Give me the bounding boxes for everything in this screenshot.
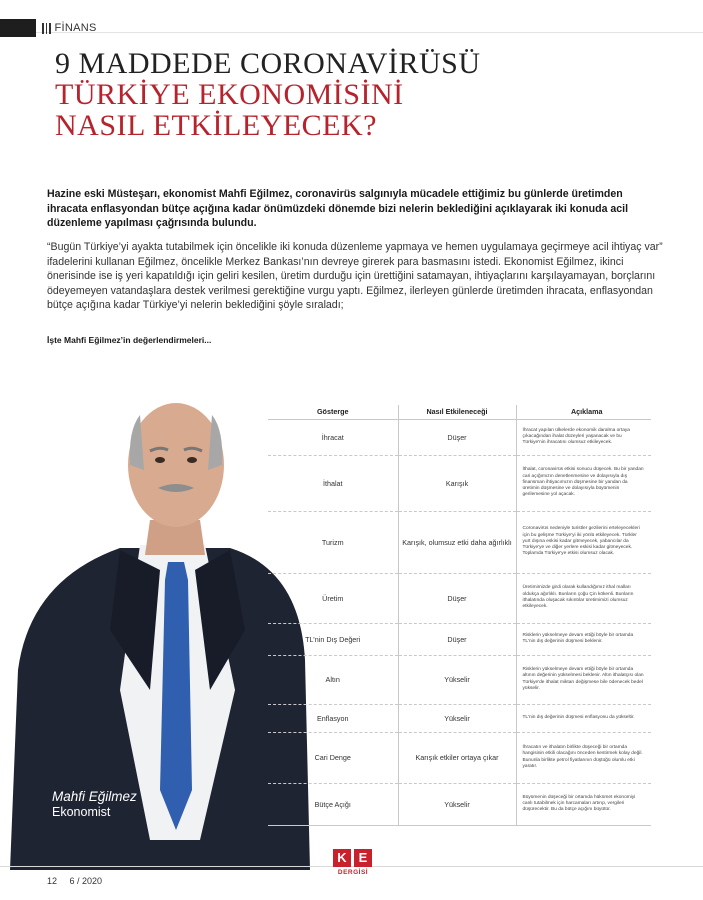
table-row bbox=[268, 623, 651, 655]
section-label: FİNANS bbox=[54, 22, 97, 34]
indicator-cell: Bütçe Açığı bbox=[268, 783, 398, 825]
indicator-cell: Üretim bbox=[268, 573, 398, 623]
table-row bbox=[268, 783, 651, 825]
indicator-table bbox=[268, 405, 651, 826]
lead-paragraph: Hazine eski Müsteşarı, ekonomist Mahfi Eğilmez, coronavirüs salgınıyla mücadele ettiğimiz bu günlerde üretimden ihracata enflasyondan bütçe açığına kadar önümüzdeki dönemde bizi nelerin beklediğini açıklayarak iki konuda acil düzenleme yapılması çağrısında bulundu. bbox=[47, 188, 629, 229]
effect-cell: Düşer bbox=[398, 419, 516, 455]
section-bar bbox=[0, 19, 36, 37]
indicator-cell: Turizm bbox=[268, 511, 398, 573]
logo-subtitle: DERGİSİ bbox=[337, 869, 369, 876]
note-cell: Risklerin yükselmeye devam ettiği böyle bir ortamda TL'nin dış değerinin düşmesi beklenir. bbox=[516, 623, 651, 655]
table-intro: İşte Mahfi Eğilmez’in değerlendirmeleri... bbox=[47, 335, 212, 345]
table-row bbox=[268, 704, 651, 732]
note-cell: Üretimimizde girdi olarak kullandığımız ithal malları oldukça ağırlıklı. Bunların çoğu Çin kökenli. Bunların ithalatında oluşacak sıkıntılar üretimimizi olumsuz etkileyecek. bbox=[516, 573, 651, 623]
table-row bbox=[268, 419, 651, 455]
header-indicator: Gösterge bbox=[268, 405, 398, 419]
magazine-logo bbox=[333, 849, 373, 876]
table-row bbox=[268, 732, 651, 783]
logo-e: E bbox=[354, 849, 372, 867]
photo-caption bbox=[52, 789, 137, 819]
effect-cell: Karışık bbox=[398, 455, 516, 511]
note-cell: İhracatın ve ithalatın birlikte düşeceği bir ortamda hangisinin etkili olacağını önceden kestirmek kolay değil. Bununla birlikte petrol fiyatlarının düştüğü olumlu etki yaratır. bbox=[516, 732, 651, 783]
indicator-cell: Cari Denge bbox=[268, 732, 398, 783]
table-row bbox=[268, 573, 651, 623]
header-effect: Nasıl Etkileneceği bbox=[398, 405, 516, 419]
effect-cell: Yükselir bbox=[398, 655, 516, 704]
indicator-cell: Enflasyon bbox=[268, 704, 398, 732]
indicator-cell: İhracat bbox=[268, 419, 398, 455]
note-cell: İthalat, coronavirüs etkisi sonucu düşecek. Bu bir yandan cari açığımızın denetlenmesine ve dolayısıyla dış finansman ihtiyacımızın düşmesine bir yandan da üretimin düşmesine ve dolayısıyla büyümenin gerilemesine yol açacak. bbox=[516, 455, 651, 511]
effect-cell: Düşer bbox=[398, 623, 516, 655]
effect-cell: Karışık etkiler ortaya çıkar bbox=[398, 732, 516, 783]
title-line-3: NASIL ETKİLEYECEK? bbox=[55, 109, 377, 142]
table-row bbox=[268, 655, 651, 704]
caption-role: Ekonomist bbox=[52, 805, 111, 819]
caption-name: Mahfi Eğilmez bbox=[52, 789, 137, 804]
note-cell: Coronavirüs nedeniyle turistler gezilerini erteleyecekleri için bu gelişme Türkiye'yi iki yönlü etkileyecek. Türkler yurt dışına eskisi kadar gitmeyecek, yabancılar da Türkiye'ye ve diğer yerlere eskisi kadar gitmeyecek. Toplamda Türkiye'ye etkisi olumsuz olacak. bbox=[516, 511, 651, 573]
note-cell: Risklerin yükselmeye devam ettiği böyle bir ortamda altının değerinin yükselmesi beklenir. Altın ithalatçısı olan Türkiye'de ithalat miktarı değişmese bile ödenecek bedel yükselir. bbox=[516, 655, 651, 704]
note-cell: İhracat yapılan ülkelerde ekonomik daralma ortaya çıkacağından ihalat düzeyleri yaşanacak ve bu Türkiye'nin ihracatını olumsuz etkileyecek. bbox=[516, 419, 651, 455]
issue-date: 6 / 2020 bbox=[69, 876, 103, 886]
page-number: 12 bbox=[47, 876, 58, 886]
section-header bbox=[0, 18, 97, 38]
header-note: Açıklama bbox=[516, 405, 651, 419]
table-row bbox=[268, 511, 651, 573]
table-header-row bbox=[268, 405, 651, 419]
indicator-cell: TL’nin Dış Değeri bbox=[268, 623, 398, 655]
effect-cell: Karışık, olumsuz etki daha ağırlıklı bbox=[398, 511, 516, 573]
note-cell: TL'nin dış değerinin düşmesi enflasyonu da yükseltir. bbox=[516, 704, 651, 732]
top-rule bbox=[0, 32, 703, 33]
page-info bbox=[47, 876, 102, 886]
title-line-1: 9 MADDEDE CORONAVİRÜSÜ bbox=[55, 47, 481, 80]
indicator-cell: Altın bbox=[268, 655, 398, 704]
body-paragraph: “Bugün Türkiye’yi ayakta tutabilmek için öncelikle iki konuda düzenleme yapmaya ve hemen uygulamaya geçirmeye acil ihtiyaç var” ifadelerini kullanan Eğilmez, öncelikle Merkez Bankası’nın devreye girerek para basmasını istedi. Ekonomist Eğilmez, ikinci önerisinde ise iş yeri kapatıldığı için geliri kesilen, üretim durduğu için ürettiğini satamayan, ihtiyaçlarını karşılayamayan, borçlarını ödeyemeyen vatandaşlara destek verilmesi gerektiğine vurgu yaptı. Eğilmez, ilerleyen günlerde üretimden ihracata, enflasyondan bütçe açığına kadar Türkiye’yi nelerin beklediğini şöyle sıraladı; bbox=[47, 241, 663, 311]
table-row bbox=[268, 455, 651, 511]
indicator-cell: İthalat bbox=[268, 455, 398, 511]
title-line-2: TÜRKİYE EKONOMİSİNİ bbox=[55, 78, 404, 111]
section-ticks-icon bbox=[42, 23, 51, 34]
effect-cell: Düşer bbox=[398, 573, 516, 623]
note-cell: Büyümenin düşeceği bir ortamda hükümet ekonomiyi canlı tutabilmek için harcamaları artırıp, vergileri düşürecektir. Bu da bütçe açığını büyütür. bbox=[516, 783, 651, 825]
effect-cell: Yükselir bbox=[398, 704, 516, 732]
logo-k: K bbox=[333, 849, 351, 867]
effect-cell: Yükselir bbox=[398, 783, 516, 825]
article-title bbox=[55, 48, 480, 141]
